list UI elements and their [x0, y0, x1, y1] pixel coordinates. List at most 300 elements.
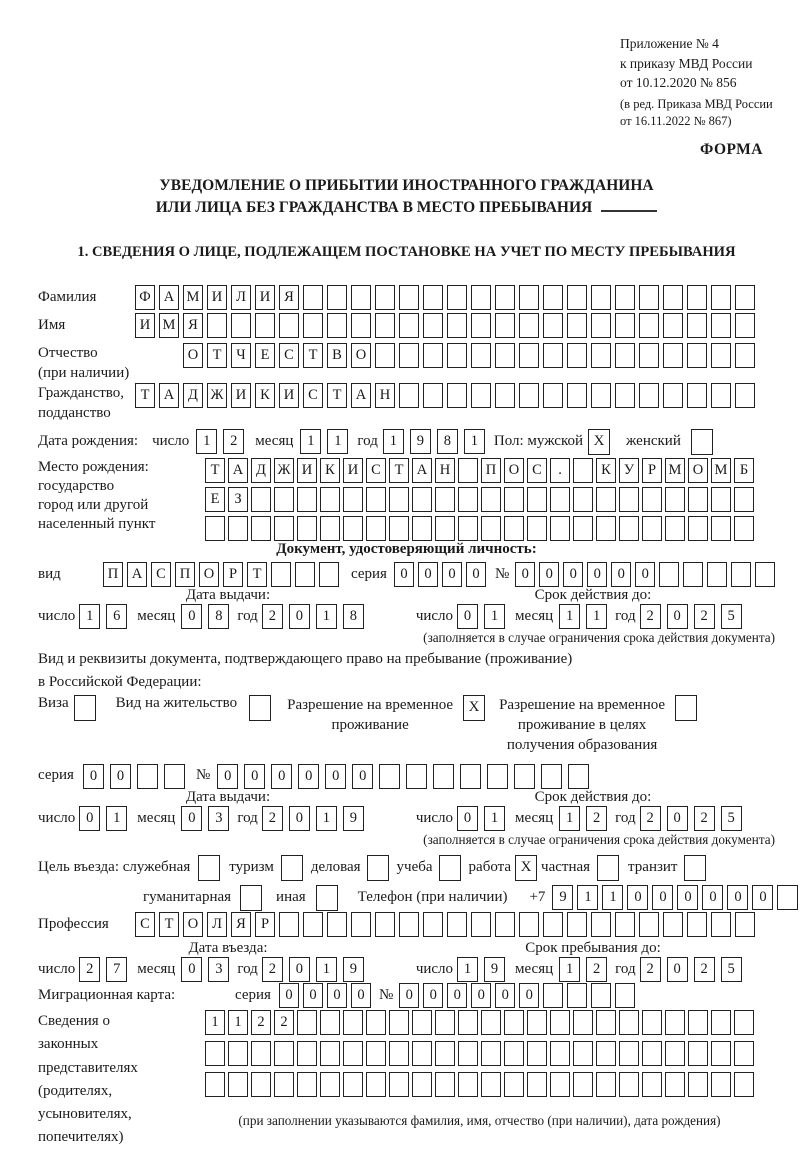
char-box[interactable] — [573, 1072, 593, 1097]
char-box[interactable] — [327, 285, 347, 310]
char-box[interactable]: И — [207, 285, 227, 310]
char-box[interactable]: 1 — [602, 885, 623, 910]
char-box[interactable]: Е — [205, 487, 225, 512]
char-box[interactable] — [295, 562, 315, 587]
char-box[interactable] — [471, 343, 491, 368]
char-box[interactable] — [228, 1072, 248, 1097]
char-box[interactable] — [688, 1010, 708, 1035]
char-box[interactable] — [687, 383, 707, 408]
purpose-official-checkbox[interactable] — [198, 855, 220, 881]
char-box[interactable] — [596, 516, 616, 541]
char-box[interactable]: Е — [255, 343, 275, 368]
char-box[interactable] — [205, 1041, 225, 1066]
char-box[interactable] — [319, 562, 339, 587]
char-box[interactable]: С — [279, 343, 299, 368]
char-box[interactable]: 1 — [383, 429, 404, 454]
char-box[interactable] — [343, 1041, 363, 1066]
char-box[interactable]: 2 — [640, 957, 661, 982]
char-box[interactable] — [297, 1041, 317, 1066]
char-box[interactable] — [274, 487, 294, 512]
char-box[interactable] — [412, 1010, 432, 1035]
char-box[interactable]: 1 — [464, 429, 485, 454]
purpose-transit-checkbox[interactable] — [684, 855, 706, 881]
char-box[interactable] — [615, 285, 635, 310]
char-box[interactable]: 2 — [586, 806, 607, 831]
char-box[interactable] — [619, 1072, 639, 1097]
char-box[interactable]: О — [688, 458, 708, 483]
char-box[interactable] — [688, 516, 708, 541]
char-box[interactable] — [735, 343, 755, 368]
char-box[interactable] — [389, 1010, 409, 1035]
char-box[interactable] — [487, 764, 508, 789]
char-box[interactable] — [495, 912, 515, 937]
char-box[interactable] — [665, 1041, 685, 1066]
char-box[interactable] — [663, 383, 683, 408]
char-box[interactable] — [389, 1041, 409, 1066]
char-box[interactable] — [297, 1010, 317, 1035]
char-box[interactable] — [619, 487, 639, 512]
char-box[interactable]: Ч — [231, 343, 251, 368]
char-box[interactable]: А — [159, 383, 179, 408]
char-box[interactable] — [615, 383, 635, 408]
char-box[interactable]: 1 — [106, 806, 127, 831]
char-box[interactable] — [435, 487, 455, 512]
char-box[interactable]: 1 — [559, 806, 580, 831]
char-box[interactable]: 0 — [667, 957, 688, 982]
char-box[interactable] — [435, 1072, 455, 1097]
char-box[interactable]: С — [527, 458, 547, 483]
char-box[interactable]: 0 — [181, 957, 202, 982]
temporary-residence-checkbox[interactable]: X — [463, 695, 485, 721]
char-box[interactable]: Н — [435, 458, 455, 483]
char-box[interactable] — [527, 1010, 547, 1035]
char-box[interactable] — [504, 1072, 524, 1097]
purpose-tourism-checkbox[interactable] — [281, 855, 303, 881]
char-box[interactable]: . — [550, 458, 570, 483]
char-box[interactable] — [433, 764, 454, 789]
char-box[interactable]: 5 — [721, 806, 742, 831]
char-box[interactable] — [591, 912, 611, 937]
char-box[interactable] — [687, 912, 707, 937]
char-box[interactable] — [471, 285, 491, 310]
char-box[interactable]: 1 — [484, 806, 505, 831]
char-box[interactable] — [447, 383, 467, 408]
char-box[interactable] — [458, 487, 478, 512]
char-box[interactable] — [543, 383, 563, 408]
char-box[interactable]: 0 — [110, 764, 131, 789]
char-box[interactable]: З — [228, 487, 248, 512]
char-box[interactable]: 0 — [271, 764, 292, 789]
char-box[interactable]: 0 — [635, 562, 655, 587]
char-box[interactable] — [447, 343, 467, 368]
char-box[interactable] — [297, 516, 317, 541]
char-box[interactable]: 2 — [640, 806, 661, 831]
char-box[interactable] — [251, 1041, 271, 1066]
char-box[interactable] — [303, 285, 323, 310]
char-box[interactable] — [711, 516, 731, 541]
char-box[interactable]: Т — [303, 343, 323, 368]
char-box[interactable]: Т — [205, 458, 225, 483]
char-box[interactable] — [274, 1072, 294, 1097]
char-box[interactable]: 1 — [586, 604, 607, 629]
char-box[interactable] — [591, 983, 611, 1008]
char-box[interactable]: 0 — [83, 764, 104, 789]
char-box[interactable] — [619, 516, 639, 541]
char-box[interactable]: Р — [642, 458, 662, 483]
char-box[interactable]: М — [183, 285, 203, 310]
char-box[interactable] — [615, 313, 635, 338]
char-box[interactable] — [527, 487, 547, 512]
char-box[interactable] — [231, 313, 251, 338]
char-box[interactable] — [639, 285, 659, 310]
char-box[interactable]: М — [665, 458, 685, 483]
char-box[interactable]: О — [199, 562, 219, 587]
char-box[interactable]: К — [596, 458, 616, 483]
char-box[interactable] — [711, 487, 731, 512]
char-box[interactable] — [458, 516, 478, 541]
char-box[interactable] — [639, 343, 659, 368]
char-box[interactable] — [447, 912, 467, 937]
char-box[interactable] — [412, 487, 432, 512]
char-box[interactable] — [343, 516, 363, 541]
char-box[interactable]: 2 — [586, 957, 607, 982]
char-box[interactable]: 0 — [495, 983, 515, 1008]
char-box[interactable]: И — [231, 383, 251, 408]
char-box[interactable] — [591, 313, 611, 338]
char-box[interactable] — [327, 912, 347, 937]
sex-male-checkbox[interactable]: X — [588, 429, 610, 455]
char-box[interactable] — [447, 313, 467, 338]
char-box[interactable]: 2 — [694, 806, 715, 831]
char-box[interactable]: 1 — [316, 806, 337, 831]
char-box[interactable]: 0 — [289, 604, 310, 629]
char-box[interactable]: 0 — [79, 806, 100, 831]
char-box[interactable] — [379, 764, 400, 789]
char-box[interactable]: 0 — [298, 764, 319, 789]
char-box[interactable] — [274, 1041, 294, 1066]
char-box[interactable] — [663, 313, 683, 338]
char-box[interactable] — [527, 1041, 547, 1066]
char-box[interactable]: 1 — [205, 1010, 225, 1035]
char-box[interactable]: 2 — [262, 604, 283, 629]
char-box[interactable] — [297, 1072, 317, 1097]
char-box[interactable] — [711, 1010, 731, 1035]
char-box[interactable] — [495, 383, 515, 408]
char-box[interactable]: М — [159, 313, 179, 338]
char-box[interactable]: 0 — [447, 983, 467, 1008]
char-box[interactable]: И — [297, 458, 317, 483]
char-box[interactable]: 0 — [563, 562, 583, 587]
char-box[interactable]: 0 — [519, 983, 539, 1008]
char-box[interactable] — [423, 313, 443, 338]
char-box[interactable] — [481, 1041, 501, 1066]
char-box[interactable]: 0 — [289, 957, 310, 982]
char-box[interactable] — [435, 516, 455, 541]
char-box[interactable]: 2 — [223, 429, 244, 454]
char-box[interactable] — [495, 285, 515, 310]
char-box[interactable]: 0 — [667, 604, 688, 629]
char-box[interactable] — [567, 285, 587, 310]
char-box[interactable]: 0 — [217, 764, 238, 789]
char-box[interactable]: Ж — [274, 458, 294, 483]
char-box[interactable]: 0 — [457, 806, 478, 831]
char-box[interactable] — [619, 1041, 639, 1066]
residence-permit-checkbox[interactable] — [249, 695, 271, 721]
char-box[interactable]: А — [228, 458, 248, 483]
char-box[interactable] — [399, 343, 419, 368]
char-box[interactable] — [688, 1072, 708, 1097]
char-box[interactable] — [615, 983, 635, 1008]
char-box[interactable]: 1 — [300, 429, 321, 454]
char-box[interactable] — [567, 912, 587, 937]
char-box[interactable]: И — [279, 383, 299, 408]
char-box[interactable] — [504, 1041, 524, 1066]
char-box[interactable]: О — [183, 912, 203, 937]
char-box[interactable]: 8 — [437, 429, 458, 454]
char-box[interactable] — [458, 1010, 478, 1035]
char-box[interactable] — [663, 343, 683, 368]
char-box[interactable]: 0 — [352, 764, 373, 789]
char-box[interactable]: 1 — [228, 1010, 248, 1035]
char-box[interactable]: 6 — [106, 604, 127, 629]
char-box[interactable] — [573, 516, 593, 541]
char-box[interactable] — [734, 516, 754, 541]
char-box[interactable] — [255, 313, 275, 338]
char-box[interactable] — [460, 764, 481, 789]
char-box[interactable] — [711, 383, 731, 408]
char-box[interactable]: 1 — [316, 957, 337, 982]
char-box[interactable]: 0 — [457, 604, 478, 629]
char-box[interactable]: 9 — [552, 885, 573, 910]
char-box[interactable] — [591, 285, 611, 310]
char-box[interactable] — [573, 458, 593, 483]
char-box[interactable] — [320, 487, 340, 512]
char-box[interactable] — [481, 1072, 501, 1097]
char-box[interactable]: П — [175, 562, 195, 587]
char-box[interactable]: 0 — [471, 983, 491, 1008]
char-box[interactable]: 1 — [457, 957, 478, 982]
char-box[interactable]: С — [135, 912, 155, 937]
visa-checkbox[interactable] — [74, 695, 96, 721]
char-box[interactable]: 3 — [208, 806, 229, 831]
char-box[interactable]: 1 — [316, 604, 337, 629]
char-box[interactable]: 1 — [559, 957, 580, 982]
char-box[interactable] — [228, 516, 248, 541]
char-box[interactable]: 0 — [351, 983, 371, 1008]
char-box[interactable]: 0 — [289, 806, 310, 831]
char-box[interactable]: О — [183, 343, 203, 368]
char-box[interactable] — [375, 313, 395, 338]
char-box[interactable]: Ф — [135, 285, 155, 310]
char-box[interactable] — [320, 1010, 340, 1035]
char-box[interactable] — [735, 285, 755, 310]
char-box[interactable]: 0 — [752, 885, 773, 910]
char-box[interactable]: Я — [231, 912, 251, 937]
char-box[interactable] — [274, 516, 294, 541]
char-box[interactable]: В — [327, 343, 347, 368]
char-box[interactable] — [351, 912, 371, 937]
char-box[interactable] — [527, 1072, 547, 1097]
char-box[interactable] — [423, 912, 443, 937]
char-box[interactable] — [550, 1072, 570, 1097]
char-box[interactable]: 2 — [79, 957, 100, 982]
purpose-business-checkbox[interactable] — [367, 855, 389, 881]
char-box[interactable]: 9 — [410, 429, 431, 454]
char-box[interactable]: Т — [159, 912, 179, 937]
char-box[interactable]: О — [504, 458, 524, 483]
char-box[interactable]: М — [711, 458, 731, 483]
char-box[interactable]: 0 — [244, 764, 265, 789]
char-box[interactable]: 2 — [274, 1010, 294, 1035]
char-box[interactable]: 0 — [611, 562, 631, 587]
char-box[interactable]: 0 — [423, 983, 443, 1008]
char-box[interactable]: 0 — [399, 983, 419, 1008]
char-box[interactable]: И — [343, 458, 363, 483]
char-box[interactable] — [541, 764, 562, 789]
purpose-private-checkbox[interactable] — [597, 855, 619, 881]
char-box[interactable] — [519, 383, 539, 408]
char-box[interactable]: 0 — [442, 562, 462, 587]
char-box[interactable] — [543, 285, 563, 310]
char-box[interactable] — [279, 912, 299, 937]
char-box[interactable]: 0 — [303, 983, 323, 1008]
char-box[interactable] — [399, 285, 419, 310]
char-box[interactable] — [734, 487, 754, 512]
char-box[interactable]: 0 — [418, 562, 438, 587]
char-box[interactable]: Т — [389, 458, 409, 483]
char-box[interactable] — [711, 1041, 731, 1066]
char-box[interactable] — [735, 383, 755, 408]
char-box[interactable] — [707, 562, 727, 587]
char-box[interactable] — [495, 313, 515, 338]
char-box[interactable]: 2 — [694, 957, 715, 982]
char-box[interactable]: Т — [207, 343, 227, 368]
char-box[interactable]: 0 — [515, 562, 535, 587]
char-box[interactable] — [389, 1072, 409, 1097]
char-box[interactable]: К — [320, 458, 340, 483]
char-box[interactable]: О — [351, 343, 371, 368]
char-box[interactable] — [519, 912, 539, 937]
char-box[interactable] — [687, 313, 707, 338]
char-box[interactable]: А — [351, 383, 371, 408]
char-box[interactable] — [389, 487, 409, 512]
purpose-other-checkbox[interactable] — [316, 885, 338, 911]
char-box[interactable] — [399, 912, 419, 937]
char-box[interactable]: 9 — [343, 806, 364, 831]
char-box[interactable]: Д — [251, 458, 271, 483]
char-box[interactable] — [327, 313, 347, 338]
char-box[interactable] — [481, 1010, 501, 1035]
char-box[interactable] — [665, 487, 685, 512]
char-box[interactable] — [711, 1072, 731, 1097]
char-box[interactable] — [251, 487, 271, 512]
char-box[interactable] — [591, 343, 611, 368]
char-box[interactable] — [596, 1041, 616, 1066]
char-box[interactable]: С — [151, 562, 171, 587]
char-box[interactable] — [550, 1010, 570, 1035]
char-box[interactable] — [366, 1010, 386, 1035]
char-box[interactable] — [573, 487, 593, 512]
char-box[interactable]: 1 — [196, 429, 217, 454]
char-box[interactable] — [519, 285, 539, 310]
char-box[interactable]: С — [366, 458, 386, 483]
char-box[interactable] — [639, 313, 659, 338]
char-box[interactable] — [343, 1072, 363, 1097]
char-box[interactable] — [642, 1041, 662, 1066]
char-box[interactable] — [481, 487, 501, 512]
char-box[interactable]: 0 — [627, 885, 648, 910]
char-box[interactable]: Ж — [207, 383, 227, 408]
char-box[interactable] — [351, 285, 371, 310]
char-box[interactable] — [504, 516, 524, 541]
char-box[interactable] — [343, 1010, 363, 1035]
char-box[interactable]: 0 — [181, 604, 202, 629]
char-box[interactable] — [639, 383, 659, 408]
char-box[interactable] — [504, 487, 524, 512]
education-residence-checkbox[interactable] — [675, 695, 697, 721]
char-box[interactable]: 1 — [577, 885, 598, 910]
char-box[interactable] — [663, 285, 683, 310]
purpose-humanitarian-checkbox[interactable] — [240, 885, 262, 911]
char-box[interactable] — [665, 516, 685, 541]
char-box[interactable] — [207, 313, 227, 338]
char-box[interactable] — [567, 343, 587, 368]
char-box[interactable]: Я — [183, 313, 203, 338]
char-box[interactable]: П — [481, 458, 501, 483]
char-box[interactable] — [435, 1041, 455, 1066]
char-box[interactable]: 0 — [587, 562, 607, 587]
char-box[interactable] — [366, 487, 386, 512]
char-box[interactable] — [711, 343, 731, 368]
char-box[interactable] — [137, 764, 158, 789]
char-box[interactable] — [471, 912, 491, 937]
char-box[interactable]: 0 — [539, 562, 559, 587]
char-box[interactable]: 0 — [677, 885, 698, 910]
char-box[interactable] — [320, 1072, 340, 1097]
char-box[interactable] — [343, 487, 363, 512]
char-box[interactable]: 5 — [721, 604, 742, 629]
char-box[interactable]: 9 — [484, 957, 505, 982]
char-box[interactable]: 1 — [327, 429, 348, 454]
char-box[interactable] — [573, 1010, 593, 1035]
char-box[interactable] — [504, 1010, 524, 1035]
char-box[interactable]: 1 — [559, 604, 580, 629]
char-box[interactable] — [567, 383, 587, 408]
char-box[interactable] — [642, 487, 662, 512]
char-box[interactable] — [596, 1072, 616, 1097]
char-box[interactable]: И — [255, 285, 275, 310]
char-box[interactable] — [687, 285, 707, 310]
char-box[interactable] — [711, 285, 731, 310]
char-box[interactable]: 2 — [640, 604, 661, 629]
char-box[interactable] — [458, 1072, 478, 1097]
char-box[interactable]: Л — [231, 285, 251, 310]
char-box[interactable] — [205, 1072, 225, 1097]
char-box[interactable] — [471, 313, 491, 338]
char-box[interactable] — [375, 343, 395, 368]
char-box[interactable] — [412, 516, 432, 541]
char-box[interactable]: 1 — [79, 604, 100, 629]
char-box[interactable]: Р — [223, 562, 243, 587]
char-box[interactable] — [375, 285, 395, 310]
char-box[interactable]: А — [412, 458, 432, 483]
char-box[interactable] — [642, 516, 662, 541]
char-box[interactable]: 0 — [466, 562, 486, 587]
char-box[interactable]: 8 — [343, 604, 364, 629]
char-box[interactable] — [688, 487, 708, 512]
char-box[interactable] — [519, 343, 539, 368]
char-box[interactable]: А — [159, 285, 179, 310]
